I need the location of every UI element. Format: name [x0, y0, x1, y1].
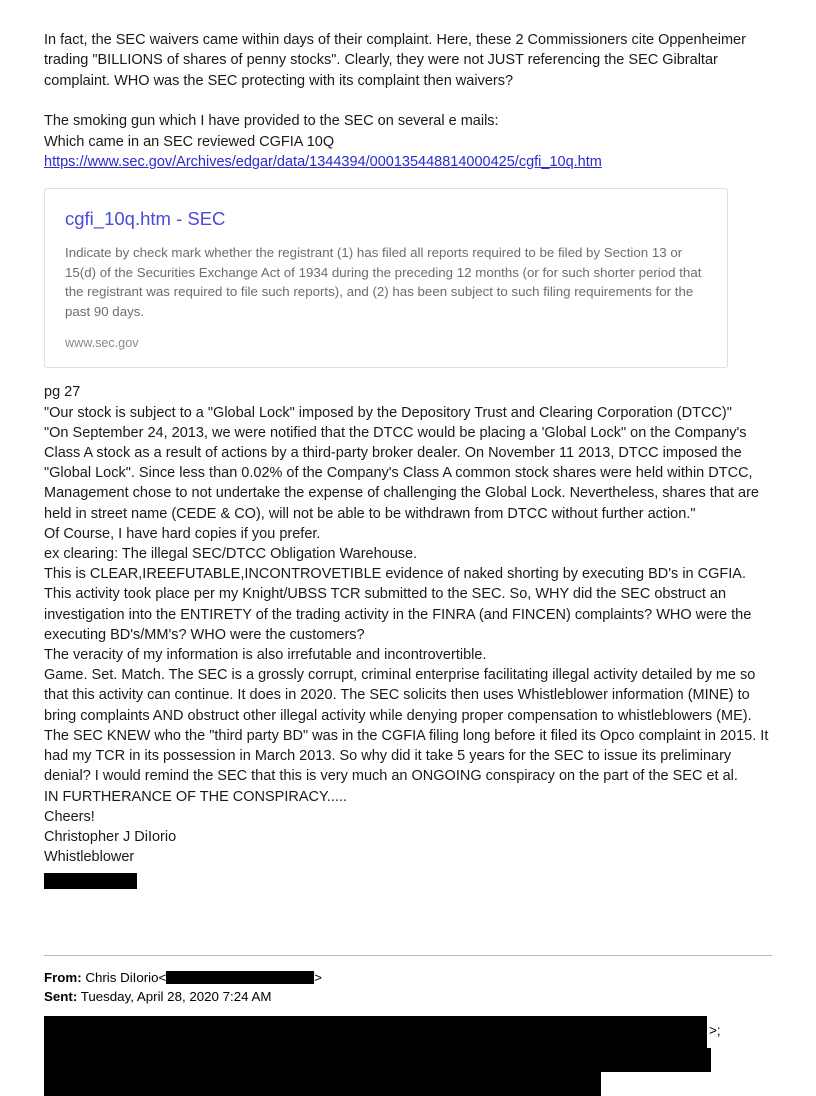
redaction-block-to-line [44, 1016, 707, 1048]
sec-archive-link[interactable]: https://www.sec.gov/Archives/edgar/data/1344394/000135448814000425/cgfi_10q.htm [44, 154, 602, 171]
body-line: IN FURTHERANCE OF THE CONSPIRACY..... [44, 788, 347, 805]
body-line: The veracity of my information is also irrefutable and incontrovertible. [44, 647, 487, 664]
signature-role: Whistleblower [44, 849, 135, 866]
body-line: Game. Set. Match. The SEC is a grossly corrupt, criminal enterprise facilitating illegal activity detailed by me so that this activity can continue. It does in 2020. The SEC solicits then uses Whistleblower information (MINE) to bring complaints AND obstruct other illegal activity while denying proper compensation to whistleblowers (ME). The SEC KNEW who the "third party BD" was in the CGFIA filing long before it filed its Opco complaint in 2015. It had my TCR in its possession in March 2013. So why did it take 5 years for the SEC to issue its preliminary denial? I would remind the SEC that this is very much an ONGOING conspiracy on the part of the SEC et al. [44, 667, 769, 785]
email-from-bracket-close: > [314, 970, 323, 986]
body-text-block [44, 382, 772, 889]
redaction-block-cc-line [44, 1048, 601, 1096]
body-line: "Our stock is subject to a "Global Lock" imposed by the Depository Trust and Clearing Corporation (DTCC)" [44, 404, 732, 421]
spacer [44, 91, 772, 111]
body-line: Of Course, I have hard copies if you prefer. [44, 525, 321, 542]
body-line: ex clearing: The illegal SEC/DTCC Obligation Warehouse. [44, 546, 418, 563]
smoking-gun-line-2: Which came in an SEC reviewed CGFIA 10Q [44, 133, 335, 150]
link-preview-card[interactable] [44, 188, 728, 368]
link-preview-title[interactable]: cgfi_10q.htm - SEC [65, 208, 226, 230]
email-from-bracket-open: < [158, 970, 167, 986]
redaction-block-email-address [166, 971, 314, 984]
sec-archive-link-line [44, 152, 772, 172]
email-sent-value: Tuesday, April 28, 2020 7:24 AM [80, 989, 272, 1005]
recipients-separator: >; [709, 1023, 721, 1039]
link-preview-domain: www.sec.gov [65, 336, 139, 351]
email-sent-line [44, 987, 772, 1006]
email-from-line [44, 968, 772, 987]
link-preview-description: Indicate by check mark whether the registrant (1) has filed all reports required to be filed by Section 13 or 15(d) of the Securities Exchange Act of 1934 during the preceding 12 months (or for such shorter period that the registrant was required to file such reports), and (2) has been subject to such filing requirements for the past 90 days. [65, 245, 702, 319]
body-line: Cheers! [44, 808, 95, 825]
email-sent-label: Sent: [44, 989, 78, 1005]
signature-name: Christopher J DiIorio [44, 828, 177, 845]
email-from-name: Chris DiIorio [85, 970, 159, 986]
redaction-block-cc-extra [601, 1048, 711, 1072]
email-from-label: From: [44, 970, 82, 986]
redacted-recipients-area [44, 1016, 772, 1096]
body-line: "On September 24, 2013, we were notified that the DTCC would be placing a 'Global Lock" on the Company's Class A stock as a result of actions by a third-party broker dealer. On November 11 2013, DTCC imposed the "Global Lock". Since less than 0.02% of the Company's Class A common stock shares were held within DTCC, Management chose to not undertake the expense of challenging the Global Lock. Nevertheless, shares that are held in street name (CEDE & CO), will not be able to be withdrawn from DTCC without further action." [44, 424, 759, 522]
smoking-gun-line-1: The smoking gun which I have provided to the SEC on several e mails: [44, 113, 499, 130]
body-line: This is CLEAR,IREEFUTABLE,INCONTROVETIBLE evidence of naked shorting by executing BD's in CGFIA. This activity took place per my Knight/UBSS TCR submitted to the SEC. So, WHY did the SEC obstruct an investigation into the ENTIRETY of the trading activity in the FINRA (and FINCEN) complaints? WHO were the executing BD's/MM's? WHO were the customers? [44, 566, 752, 643]
email-divider [44, 955, 772, 956]
redaction-block-signature [44, 873, 137, 889]
intro-paragraph: In fact, the SEC waivers came within days of their complaint. Here, these 2 Commissioners cite Oppenheimer trading "BILLIONS of shares of penny stocks". Clearly, they were not JUST referencing the SEC Gibraltar complaint. WHO was the SEC protecting with its complaint then waivers? [44, 32, 746, 89]
body-line: pg 27 [44, 384, 81, 401]
